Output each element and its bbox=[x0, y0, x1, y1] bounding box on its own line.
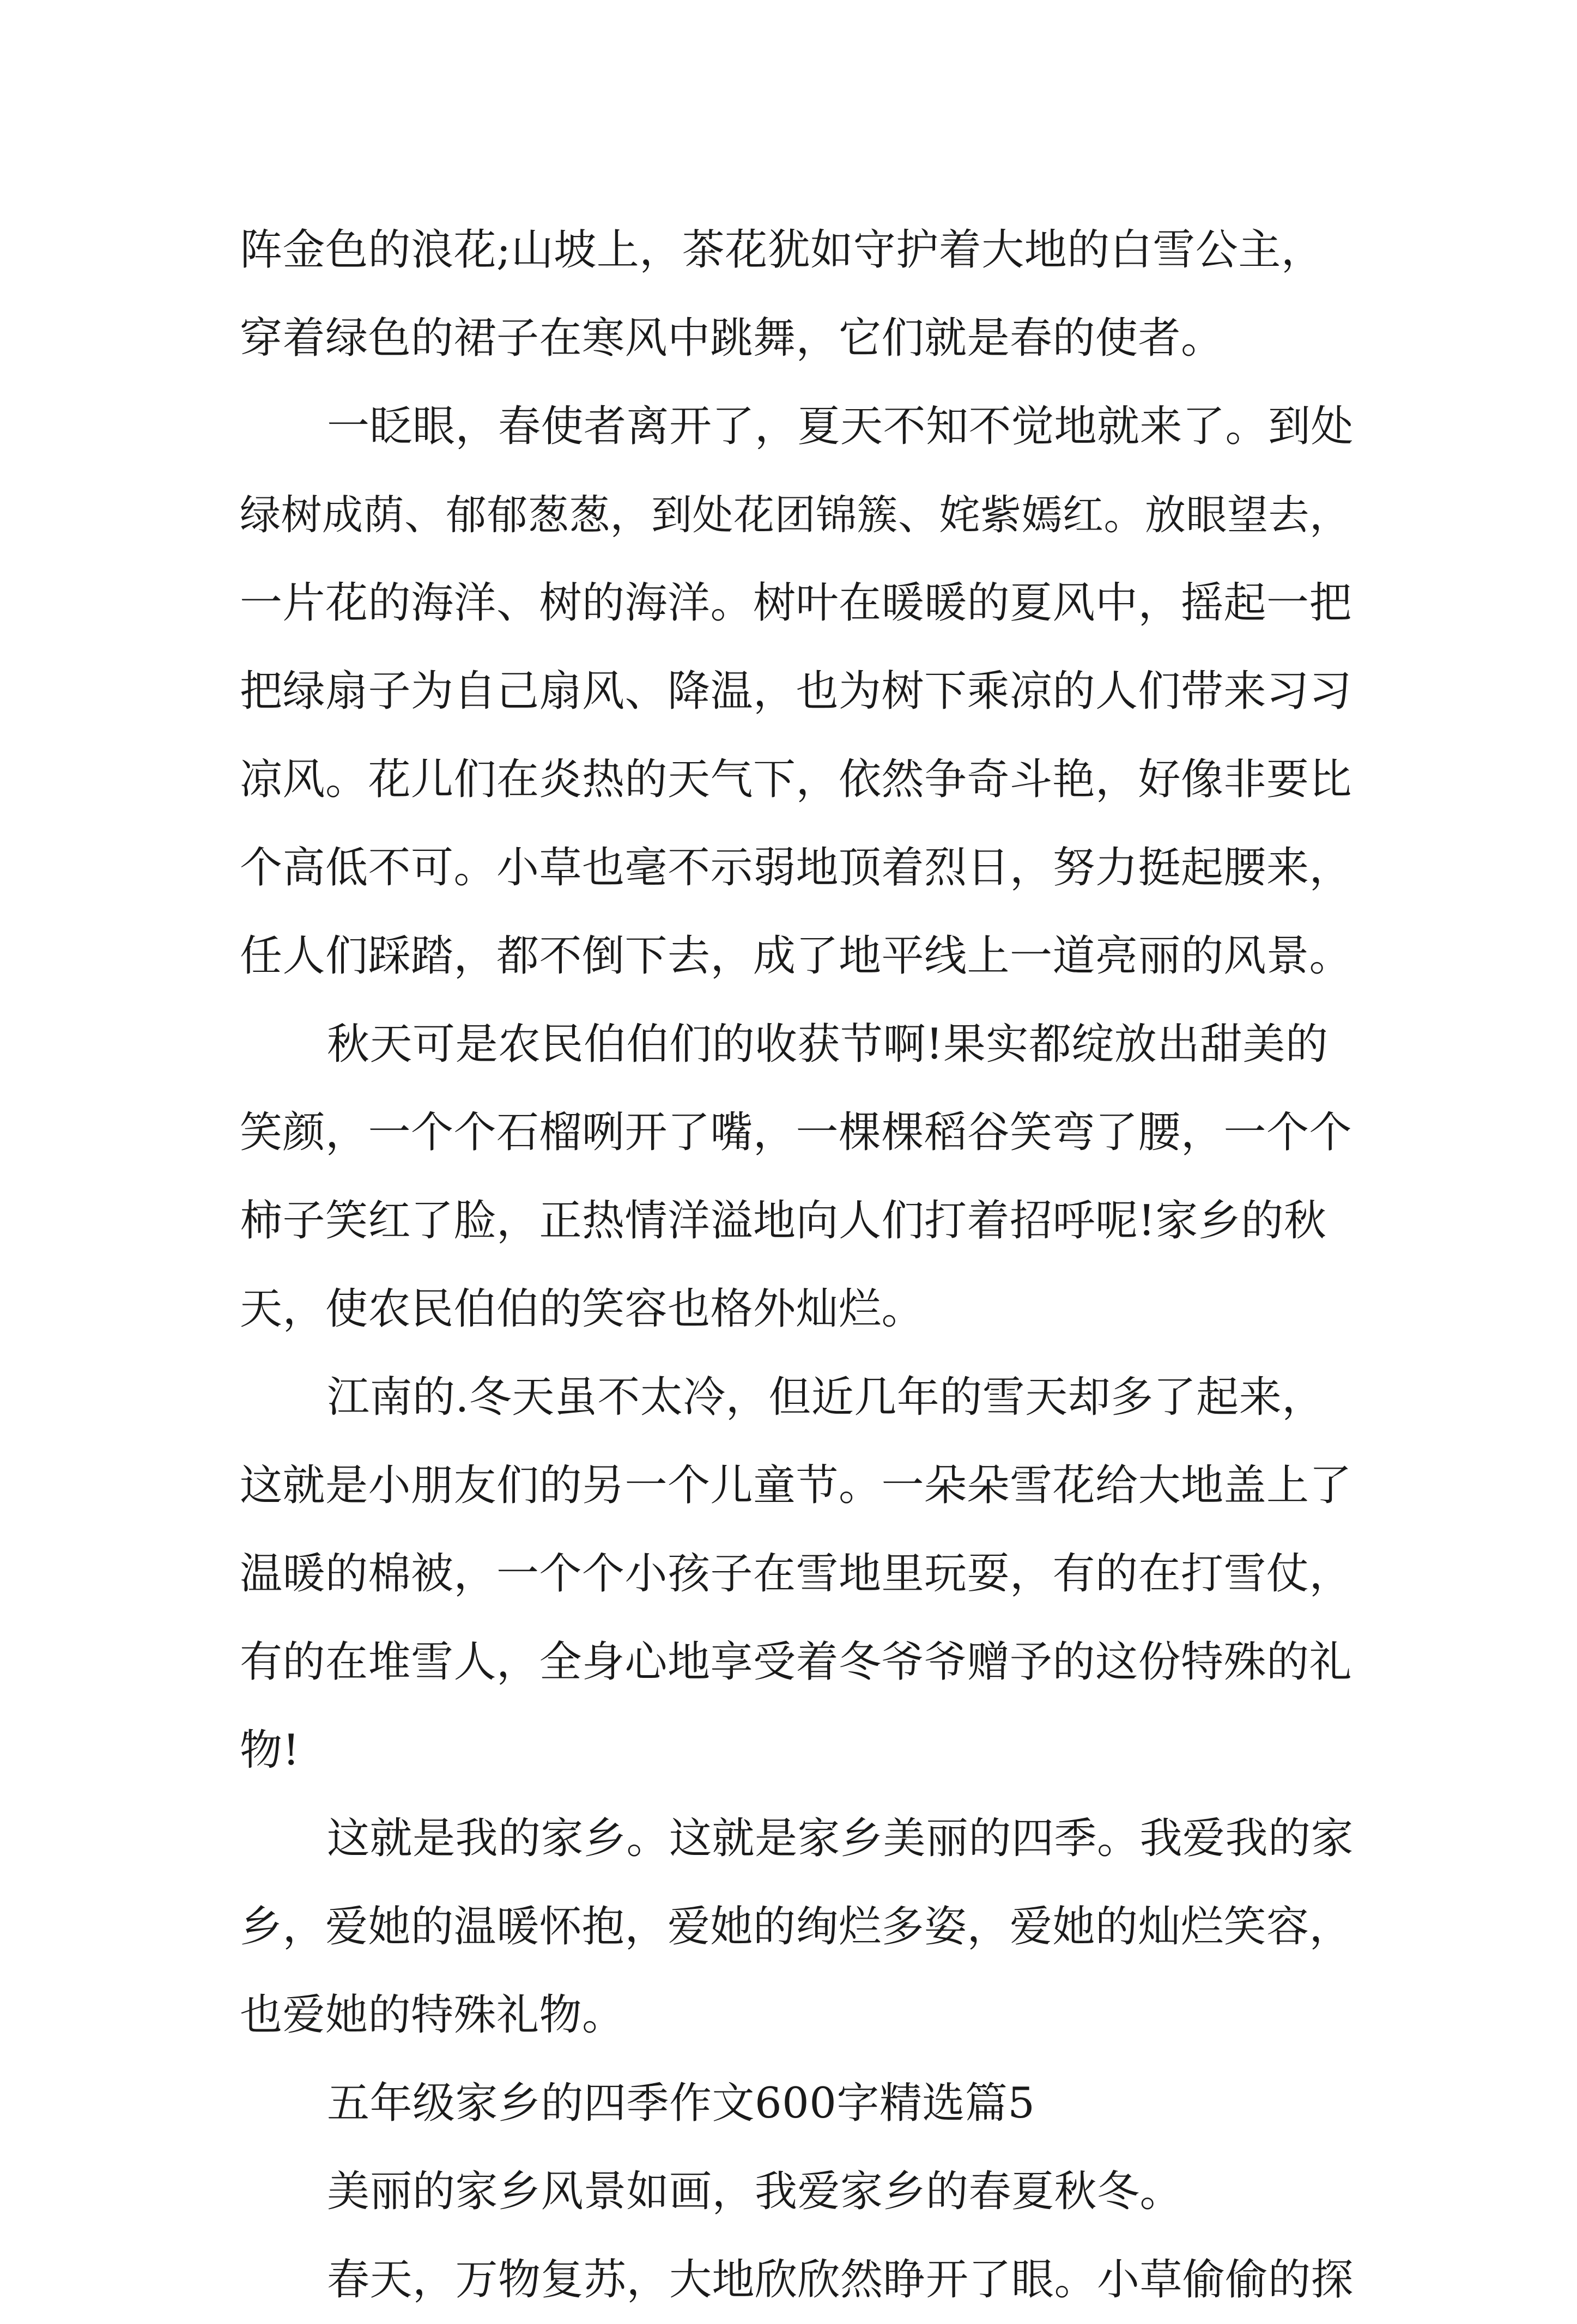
text-line: 天，使农民伯伯的笑容也格外灿烂。 bbox=[240, 1285, 925, 1334]
text-line: 美丽的家乡风景如画，我爱家乡的春夏秋冬。 bbox=[327, 2167, 1183, 2216]
text-line: 有的在堆雪人，全身心地享受着冬爷爷赠予的这份特殊的礼 bbox=[240, 1638, 1352, 1687]
document-body bbox=[240, 206, 1357, 2324]
text-line: 凉风。花儿们在炎热的天气下，依然争奇斗艳，好像非要比 bbox=[240, 755, 1352, 804]
text-line: 笑颜，一个个石榴咧开了嘴，一棵棵稻谷笑弯了腰，一个个 bbox=[240, 1108, 1352, 1157]
text-line: 任人们踩踏，都不倒下去，成了地平线上一道亮丽的风景。 bbox=[240, 932, 1352, 981]
text-line: 这就是小朋友们的另一个儿童节。一朵朵雪花给大地盖上了 bbox=[240, 1461, 1352, 1510]
text-line: 绿树成荫、郁郁葱葱，到处花团锦簇、姹紫嫣红。放眼望去， bbox=[240, 491, 1351, 539]
text-line: 温暖的棉被，一个个小孩子在雪地里玩耍，有的在打雪仗， bbox=[240, 1549, 1352, 1598]
text-line: 乡，爱她的温暖怀抱，爱她的绚烂多姿，爱她的灿烂笑容， bbox=[240, 1902, 1352, 1951]
text-line: 这就是我的家乡。这就是家乡美丽的四季。我爱我的家 bbox=[327, 1814, 1354, 1863]
text-line: 也爱她的特殊礼物。 bbox=[240, 1991, 625, 2040]
text-line: 一眨眼，春使者离开了，夏天不知不觉地就来了。到处 bbox=[327, 402, 1354, 451]
text-line: 阵金色的浪花;山坡上，茶花犹如守护着大地的白雪公主， bbox=[240, 226, 1324, 275]
text-line: 个高低不可。小草也毫不示弱地顶着烈日，努力挺起腰来， bbox=[240, 843, 1352, 892]
text-line: 一片花的海洋、树的海洋。树叶在暖暖的夏风中，摇起一把 bbox=[240, 579, 1352, 628]
text-line: 穿着绿色的裙子在寒风中跳舞，它们就是春的使者。 bbox=[240, 314, 1224, 363]
text-line: 把绿扇子为自己扇风、降温，也为树下乘凉的人们带来习习 bbox=[240, 667, 1352, 716]
text-line: 柿子笑红了脸，正热情洋溢地向人们打着招呼呢!家乡的秋 bbox=[240, 1196, 1327, 1245]
text-line: 春天，万物复苏，大地欣欣然睁开了眼。小草偷偷的探 bbox=[327, 2255, 1354, 2304]
text-line: 江南的.冬天虽不太冷，但近几年的雪天却多了起来， bbox=[327, 1373, 1325, 1422]
text-line: 秋天可是农民伯伯们的收获节啊!果实都绽放出甜美的 bbox=[327, 1020, 1329, 1069]
text-line: 物! bbox=[240, 1726, 300, 1775]
section-heading: 五年级家乡的四季作文600字精选篇5 bbox=[327, 2079, 1035, 2128]
